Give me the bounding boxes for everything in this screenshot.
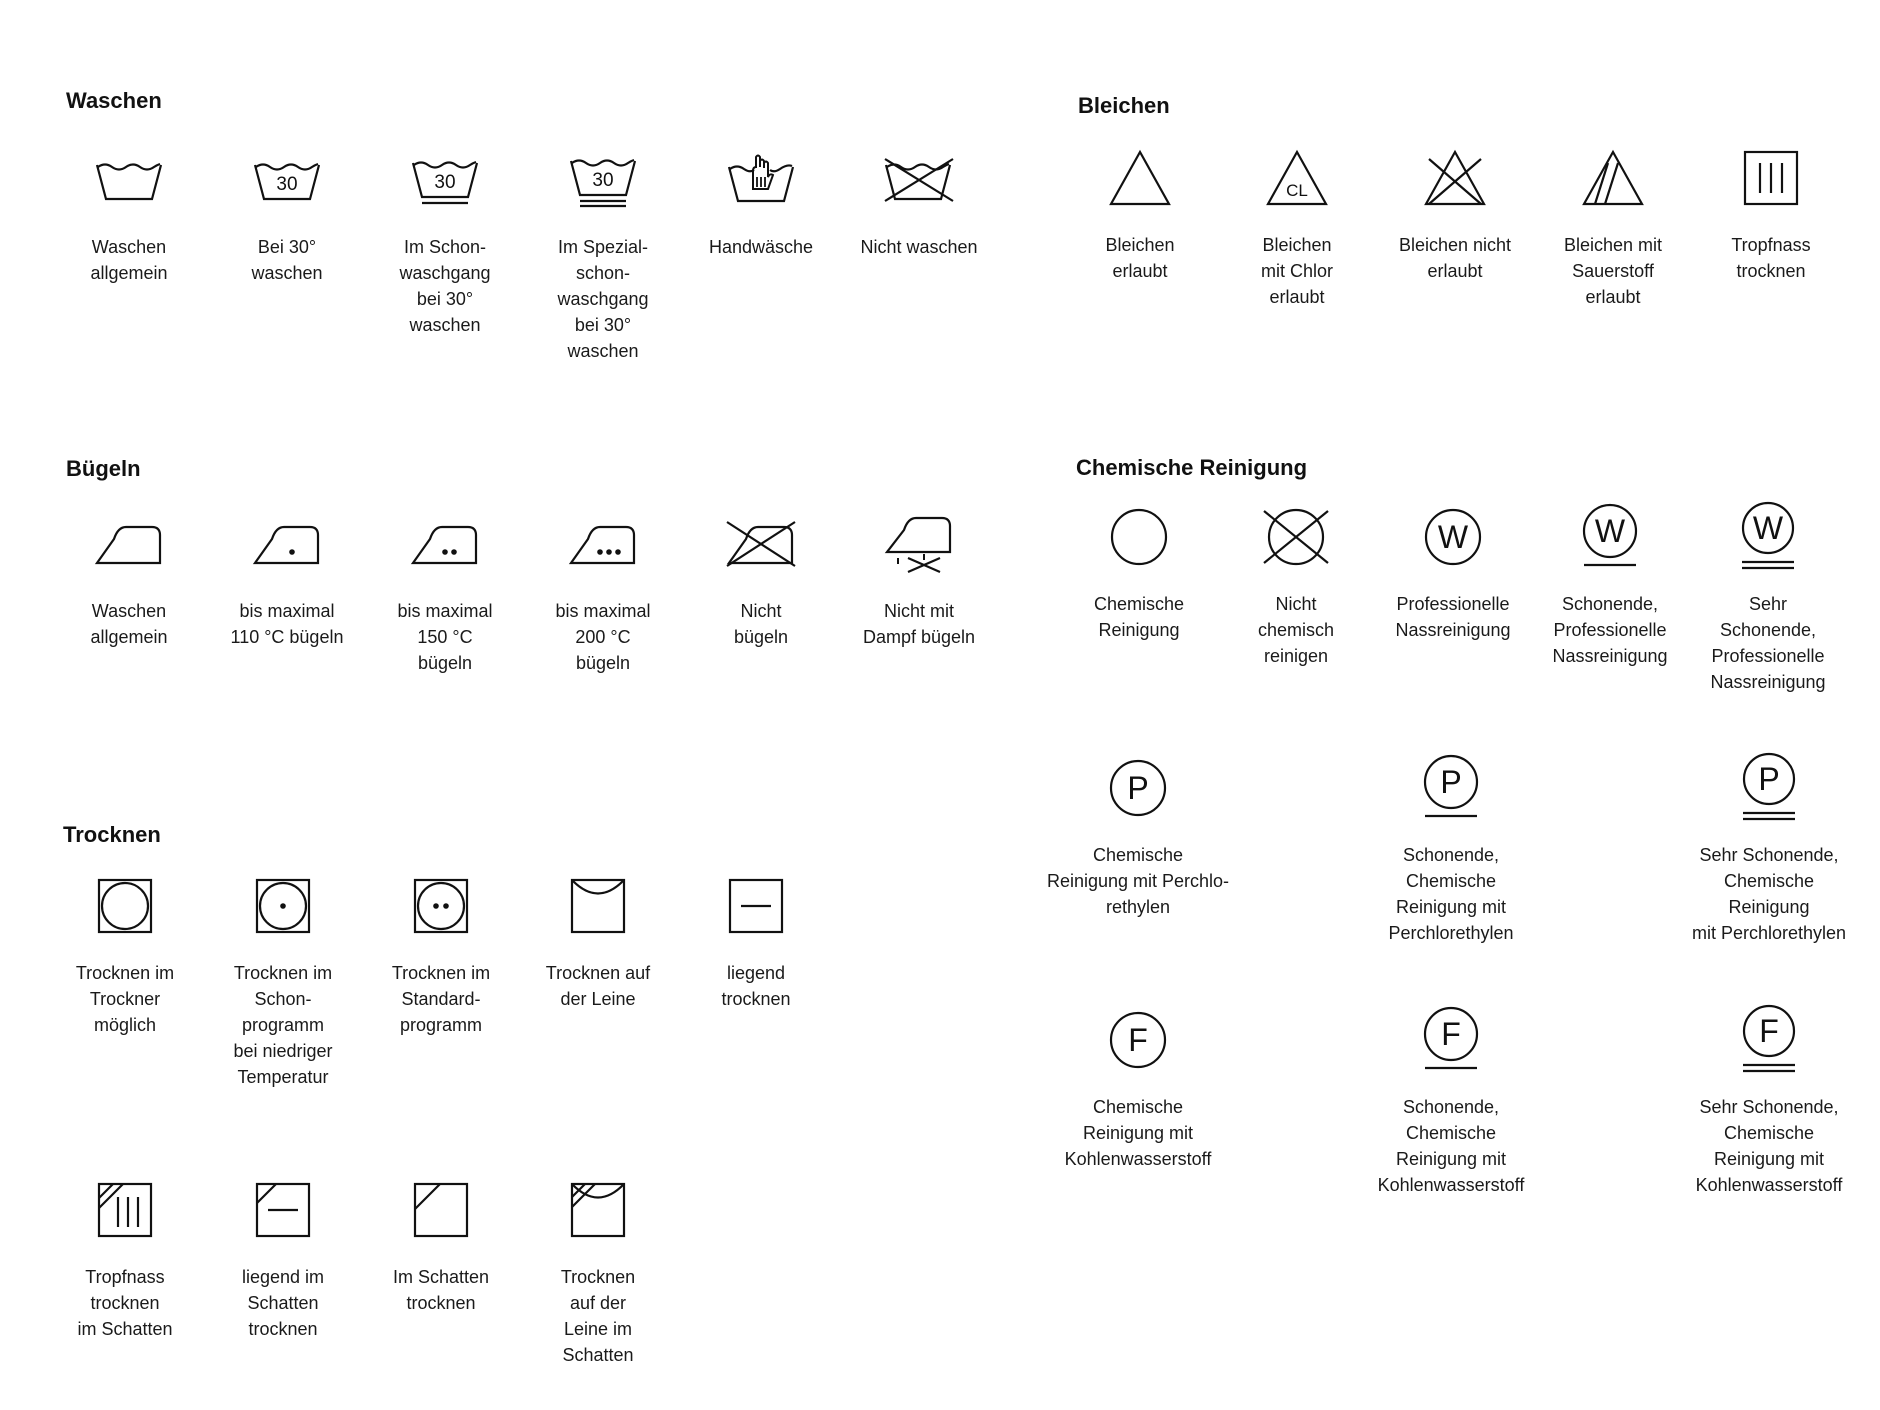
symbol-drip-dry: [1693, 146, 1849, 284]
symbol-label: Nicht waschen: [860, 237, 978, 257]
symbol-label: Im Schatten trocknen: [392, 1267, 490, 1313]
symbol-bleach-chlorine: [1219, 146, 1375, 310]
drip-dry-icon: [1742, 149, 1800, 207]
symbol-label: Schonende, Professionelle Nassreinigung: [1552, 594, 1668, 666]
symbol-label: Sehr Schonende, Chemische Reinigung mit Perchlorethylen: [1691, 845, 1847, 943]
symbol-label: Trocknen auf der Leine: [545, 963, 651, 1009]
symbol-label: Waschen allgemein: [90, 601, 168, 647]
do-not-iron-icon: [725, 519, 797, 569]
do-not-wash-icon: [883, 155, 955, 205]
symbol-label: liegend trocknen: [721, 963, 791, 1009]
bleach-chlorine-icon: [1265, 149, 1329, 207]
dry-clean-p-icon: [1108, 758, 1168, 818]
iron-1-dot-icon: [252, 519, 322, 569]
symbol-label: Sehr Schonende, Chemische Reinigung mit Kohlenwasserstoff: [1695, 1097, 1843, 1195]
symbol-label: Im Spezial- schon- waschgang bei 30° waschen: [557, 237, 649, 361]
tumble-dry-low-icon: [254, 877, 312, 935]
wet-clean-mark: W: [1752, 510, 1784, 546]
symbol-label: Bleichen mit Chlor erlaubt: [1260, 235, 1333, 307]
symbol-dry-clean-f-very-gentle: [1669, 1008, 1869, 1198]
symbol-hand-wash: [683, 148, 839, 260]
symbol-wash: [51, 148, 207, 286]
solvent-mark: P: [1758, 761, 1780, 797]
symbol-do-not-iron: [683, 512, 839, 650]
bleach-allowed-icon: [1108, 149, 1172, 207]
symbol-label: Trocknen im Standard- programm: [391, 963, 491, 1035]
section-title-bleichen: Bleichen: [1078, 93, 1170, 118]
symbol-do-not-dry-clean: [1218, 505, 1374, 669]
symbol-label: Bleichen mit Sauerstoff erlaubt: [1563, 235, 1663, 307]
dry-clean-f-very-gentle-icon: [1739, 1004, 1799, 1076]
solvent-mark: P: [1127, 770, 1149, 806]
symbol-dry-clean: [1061, 505, 1217, 643]
dry-clean-icon: [1109, 507, 1169, 567]
temperature-text: 30: [276, 174, 298, 195]
dry-clean-f-icon: [1108, 1010, 1168, 1070]
solvent-mark: F: [1128, 1022, 1148, 1058]
temperature-text: 30: [592, 170, 614, 191]
symbol-dry-clean-p-gentle: [1351, 756, 1551, 946]
line-dry-shade-icon: [569, 1181, 627, 1239]
symbol-label: Handwäsche: [708, 237, 814, 257]
symbol-wash-30-very-gentle: [525, 148, 681, 364]
dry-shade-icon: [412, 1181, 470, 1239]
symbol-wash-30-gentle: [367, 148, 523, 338]
wet-clean-very-gentle-icon: [1738, 501, 1798, 573]
symbol-tumble-dry-low: [205, 874, 361, 1090]
symbol-label: Nicht bügeln: [733, 601, 789, 647]
symbol-label: Nicht chemisch reinigen: [1257, 594, 1335, 666]
section-title-buegeln: Bügeln: [66, 456, 141, 481]
do-not-bleach-icon: [1423, 149, 1487, 207]
symbol-label: bis maximal 200 °C bügeln: [555, 601, 651, 673]
iron-3-dots-icon: [568, 519, 638, 569]
wet-clean-mark: W: [1437, 519, 1469, 555]
wash-tub-icon: [94, 155, 164, 205]
tumble-dry-icon: [96, 877, 154, 935]
flat-dry-shade-icon: [254, 1181, 312, 1239]
symbol-line-dry-shade: [520, 1178, 676, 1368]
no-steam-iron-icon: [884, 514, 954, 574]
iron-2-dots-icon: [410, 519, 480, 569]
line-dry-icon: [569, 877, 627, 935]
symbol-iron-1-dot: [209, 512, 365, 650]
symbol-no-steam-iron: [841, 512, 997, 650]
symbol-drip-dry-shade: [47, 1178, 203, 1342]
wash-30-very-gentle-icon: [568, 151, 638, 209]
symbol-label: Sehr Schonende, Professionelle Nassreinigung: [1710, 594, 1826, 692]
solvent-mark: F: [1759, 1013, 1779, 1049]
symbol-label: Professionelle Nassreinigung: [1395, 594, 1511, 640]
symbol-iron: [51, 512, 207, 650]
symbol-dry-clean-p-very-gentle: [1669, 756, 1869, 946]
symbol-bleach-allowed: [1062, 146, 1218, 284]
symbol-label: Chemische Reinigung mit Kohlenwasserstoff: [1064, 1097, 1212, 1169]
wet-clean-mark: W: [1594, 513, 1626, 549]
temperature-text: 30: [434, 172, 456, 193]
symbol-tumble-dry-normal: [363, 874, 519, 1038]
wet-clean-icon: [1423, 507, 1483, 567]
chlorine-mark: CL: [1286, 181, 1308, 200]
section-title-waschen: Waschen: [66, 88, 162, 113]
symbol-label: Bleichen erlaubt: [1105, 235, 1175, 281]
section-title-trocknen: Trocknen: [63, 822, 161, 847]
symbol-wet-clean-gentle: [1532, 505, 1688, 669]
symbol-label: Schonende, Chemische Reinigung mit Kohlenwasserstoff: [1377, 1097, 1525, 1195]
symbol-line-dry: [520, 874, 676, 1012]
symbol-dry-clean-f-gentle: [1351, 1008, 1551, 1198]
symbol-wet-clean-very-gentle: [1690, 505, 1846, 695]
symbol-dry-clean-f: [1038, 1008, 1238, 1172]
symbol-label: Schonende, Chemische Reinigung mit Perchlorethylen: [1388, 845, 1514, 943]
wet-clean-gentle-icon: [1580, 503, 1640, 571]
symbol-label: Trocknen im Trockner möglich: [75, 963, 175, 1035]
drip-dry-shade-icon: [96, 1181, 154, 1239]
symbol-wet-clean: [1375, 505, 1531, 643]
symbol-dry-clean-p: [1038, 756, 1238, 920]
flat-dry-icon: [727, 877, 785, 935]
symbol-iron-3-dots: [525, 512, 681, 676]
symbol-label: bis maximal 110 °C bügeln: [230, 601, 344, 647]
bleach-oxygen-icon: [1581, 149, 1645, 207]
solvent-mark: P: [1440, 764, 1462, 800]
symbol-label: Chemische Reinigung mit Perchlo- rethylen: [1046, 845, 1230, 917]
symbol-tumble-dry: [47, 874, 203, 1038]
symbol-label: bis maximal 150 °C bügeln: [397, 601, 493, 673]
dry-clean-f-gentle-icon: [1421, 1006, 1481, 1074]
iron-icon: [94, 519, 164, 569]
symbol-label: Bei 30° waschen: [251, 237, 323, 283]
symbol-label: Bleichen nicht erlaubt: [1398, 235, 1512, 281]
symbol-label: Tropfnass trocknen: [1731, 235, 1811, 281]
wash-30-gentle-icon: [410, 153, 480, 207]
dry-clean-p-gentle-icon: [1421, 754, 1481, 822]
do-not-dry-clean-icon: [1260, 507, 1332, 567]
dry-clean-p-very-gentle-icon: [1739, 752, 1799, 824]
symbol-flat-dry-shade: [205, 1178, 361, 1342]
symbol-iron-2-dots: [367, 512, 523, 676]
symbol-flat-dry: [678, 874, 834, 1012]
symbol-do-not-bleach: [1377, 146, 1533, 284]
symbol-label: Tropfnass trocknen im Schatten: [77, 1267, 173, 1339]
symbol-label: Nicht mit Dampf bügeln: [862, 601, 976, 647]
hand-wash-icon: [726, 153, 796, 207]
symbol-wash-30: [209, 148, 365, 286]
symbol-label: liegend im Schatten trocknen: [241, 1267, 325, 1339]
wash-30-icon: [252, 155, 322, 205]
symbol-label: Waschen allgemein: [90, 237, 168, 283]
symbol-bleach-oxygen: [1535, 146, 1691, 310]
symbol-label: Chemische Reinigung: [1093, 594, 1185, 640]
symbol-label: Trocknen im Schon- programm bei niedriger Temperatur: [233, 963, 333, 1087]
section-title-chemisch: Chemische Reinigung: [1076, 455, 1308, 480]
symbol-label: Im Schon- waschgang bei 30° waschen: [399, 237, 491, 335]
symbol-do-not-wash: [841, 148, 997, 260]
solvent-mark: F: [1441, 1016, 1461, 1052]
symbol-dry-shade: [363, 1178, 519, 1316]
symbol-label: Trocknen auf der Leine im Schatten: [560, 1267, 636, 1365]
tumble-dry-normal-icon: [412, 877, 470, 935]
